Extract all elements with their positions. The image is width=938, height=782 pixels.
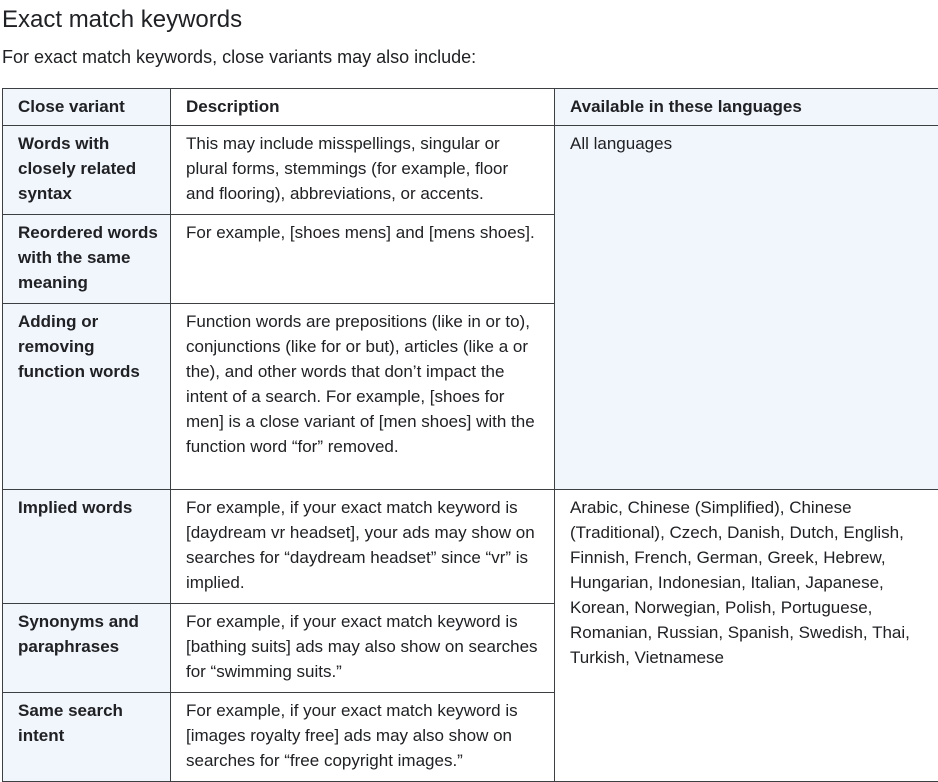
header-languages: Available in these languages xyxy=(555,89,938,126)
variant-name: Adding or removing function words xyxy=(3,304,171,490)
variant-description: For example, if your exact match keyword is [bathing suits] ads may also show on searches for “swimming suits.” xyxy=(171,604,555,693)
variant-name: Reordered words with the same meaning xyxy=(3,215,171,304)
table-row xyxy=(3,490,938,604)
intro-text: For exact match keywords, close variants may also include: xyxy=(2,44,476,70)
variant-name: Same search intent xyxy=(3,693,171,782)
variant-description: For example, if your exact match keyword is [images royalty free] ads may also show on searches for “free copyright images.” xyxy=(171,693,555,782)
variant-description: This may include misspellings, singular or plural forms, stemmings (for example, floor and flooring), abbreviations, or accents. xyxy=(171,126,555,215)
table-header-row xyxy=(3,89,938,126)
close-variants-table xyxy=(2,88,938,782)
variant-description: For example, if your exact match keyword is [daydream vr headset], your ads may show on searches for “daydream headset” since “vr” is implied. xyxy=(171,490,555,604)
variant-name: Implied words xyxy=(3,490,171,604)
languages-cell: Arabic, Chinese (Simplified), Chinese (Traditional), Czech, Danish, Dutch, English, Finnish, French, German, Greek, Hebrew, Hungarian, Indonesian, Italian, Japanese, Korean, Norwegian, Polish, Portuguese, Romanian, Russian, Spanish, Swedish, Thai, Turkish, Vietnamese xyxy=(555,490,938,782)
header-description: Description xyxy=(171,89,555,126)
table-row xyxy=(3,126,938,215)
variant-description: For example, [shoes mens] and [mens shoes]. xyxy=(171,215,555,304)
variant-name: Synonyms and paraphrases xyxy=(3,604,171,693)
variant-description: Function words are prepositions (like in or to), conjunctions (like for or but), articles (like a or the), and other words that don’t impact the intent of a search. For example, [shoes for men] is a close variant of [men shoes] with the function word “for” removed. xyxy=(171,304,555,490)
header-close-variant: Close variant xyxy=(3,89,171,126)
languages-cell: All languages xyxy=(555,126,938,490)
variant-name: Words with closely related syntax xyxy=(3,126,171,215)
page-title: Exact match keywords xyxy=(2,5,242,35)
